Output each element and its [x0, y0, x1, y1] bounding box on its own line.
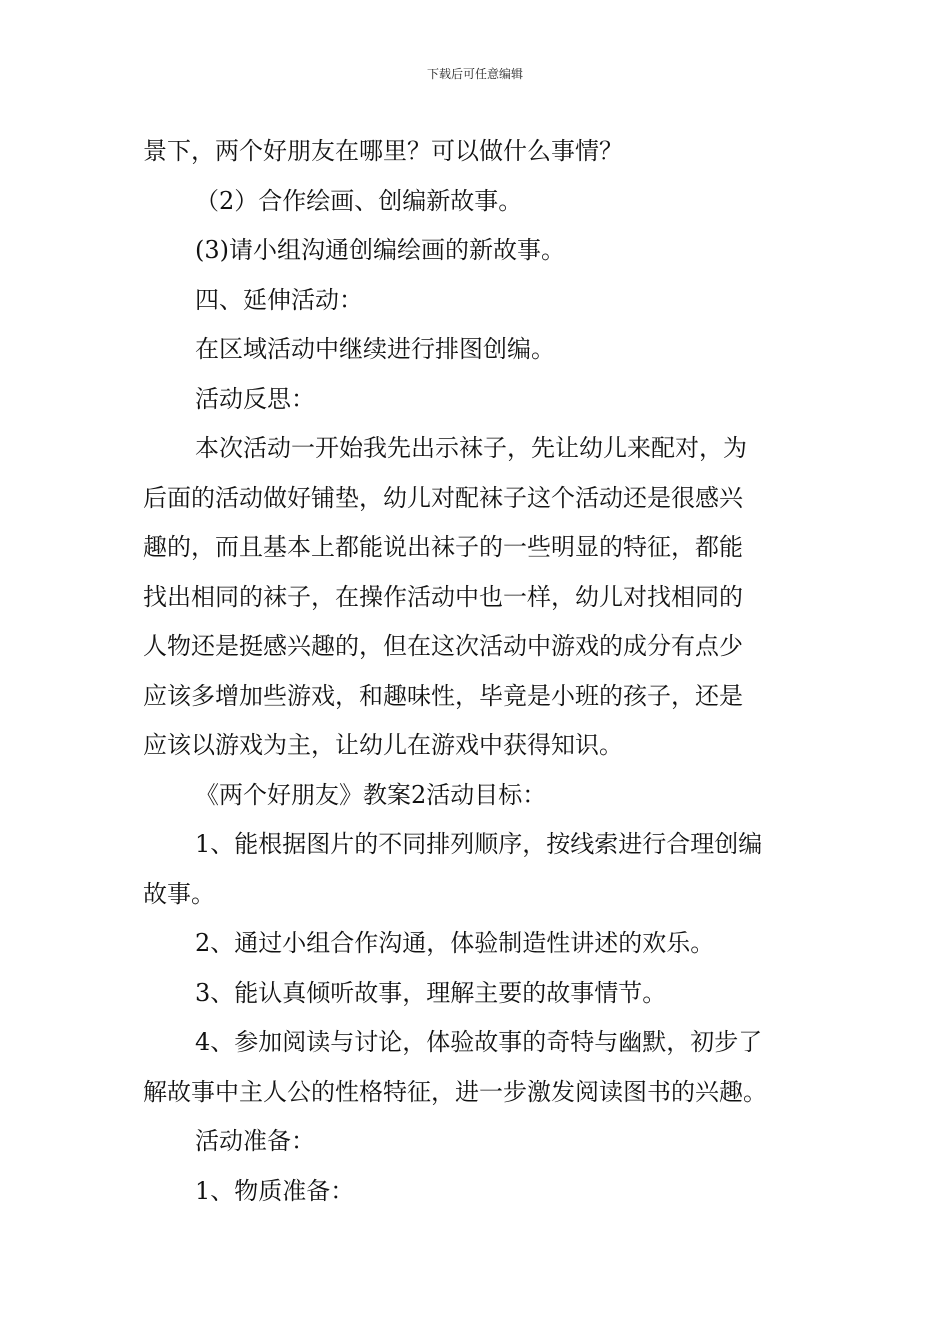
paragraph-line: 解故事中主人公的性格特征，进一步激发阅读图书的兴趣。: [143, 1077, 767, 1106]
paragraph-line: （2）合作绘画、创编新故事。: [195, 186, 523, 215]
paragraph-line: 本次活动一开始我先出示袜子，先让幼儿来配对，为: [195, 434, 747, 462]
section-heading: 四、延伸活动：: [195, 285, 363, 314]
list-item: 4、参加阅读与讨论，体验故事的奇特与幽默，初步了: [195, 1028, 763, 1056]
paragraph-line: 故事。: [143, 879, 215, 908]
page-header: 下载后可任意编辑: [426, 67, 523, 81]
paragraph-line: 找出相同的袜子，在操作活动中也一样，幼儿对找相同的: [143, 582, 743, 611]
section-heading: 《两个好朋友》教案2活动目标：: [195, 780, 547, 809]
section-heading: 活动反思：: [195, 384, 315, 413]
list-item: 2、通过小组合作沟通，体验制造性讲述的欢乐。: [195, 929, 715, 957]
paragraph-line: 应该以游戏为主，让幼儿在游戏中获得知识。: [143, 731, 623, 759]
paragraph-line: 后面的活动做好铺垫，幼儿对配袜子这个活动还是很感兴: [143, 483, 743, 512]
paragraph-line: 景下，两个好朋友在哪里？可以做什么事情？: [143, 137, 623, 165]
document-body: [143, 127, 808, 1216]
paragraph-line: 应该多增加些游戏，和趣味性，毕竟是小班的孩子，还是: [143, 681, 743, 710]
paragraph-line: (3)请小组沟通创编绘画的新故事。: [195, 236, 565, 264]
list-item: 3、能认真倾听故事，理解主要的故事情节。: [195, 978, 667, 1007]
list-item: 1、物质准备：: [195, 1176, 355, 1205]
section-heading: 活动准备：: [195, 1127, 315, 1155]
paragraph-line: 在区域活动中继续进行排图创编。: [195, 335, 555, 363]
list-item: 1、能根据图片的不同排列顺序，按线索进行合理创编: [195, 830, 763, 858]
paragraph-line: 趣的，而且基本上都能说出袜子的一些明显的特征，都能: [143, 533, 743, 561]
paragraph-line: 人物还是挺感兴趣的，但在这次活动中游戏的成分有点少: [143, 632, 743, 660]
